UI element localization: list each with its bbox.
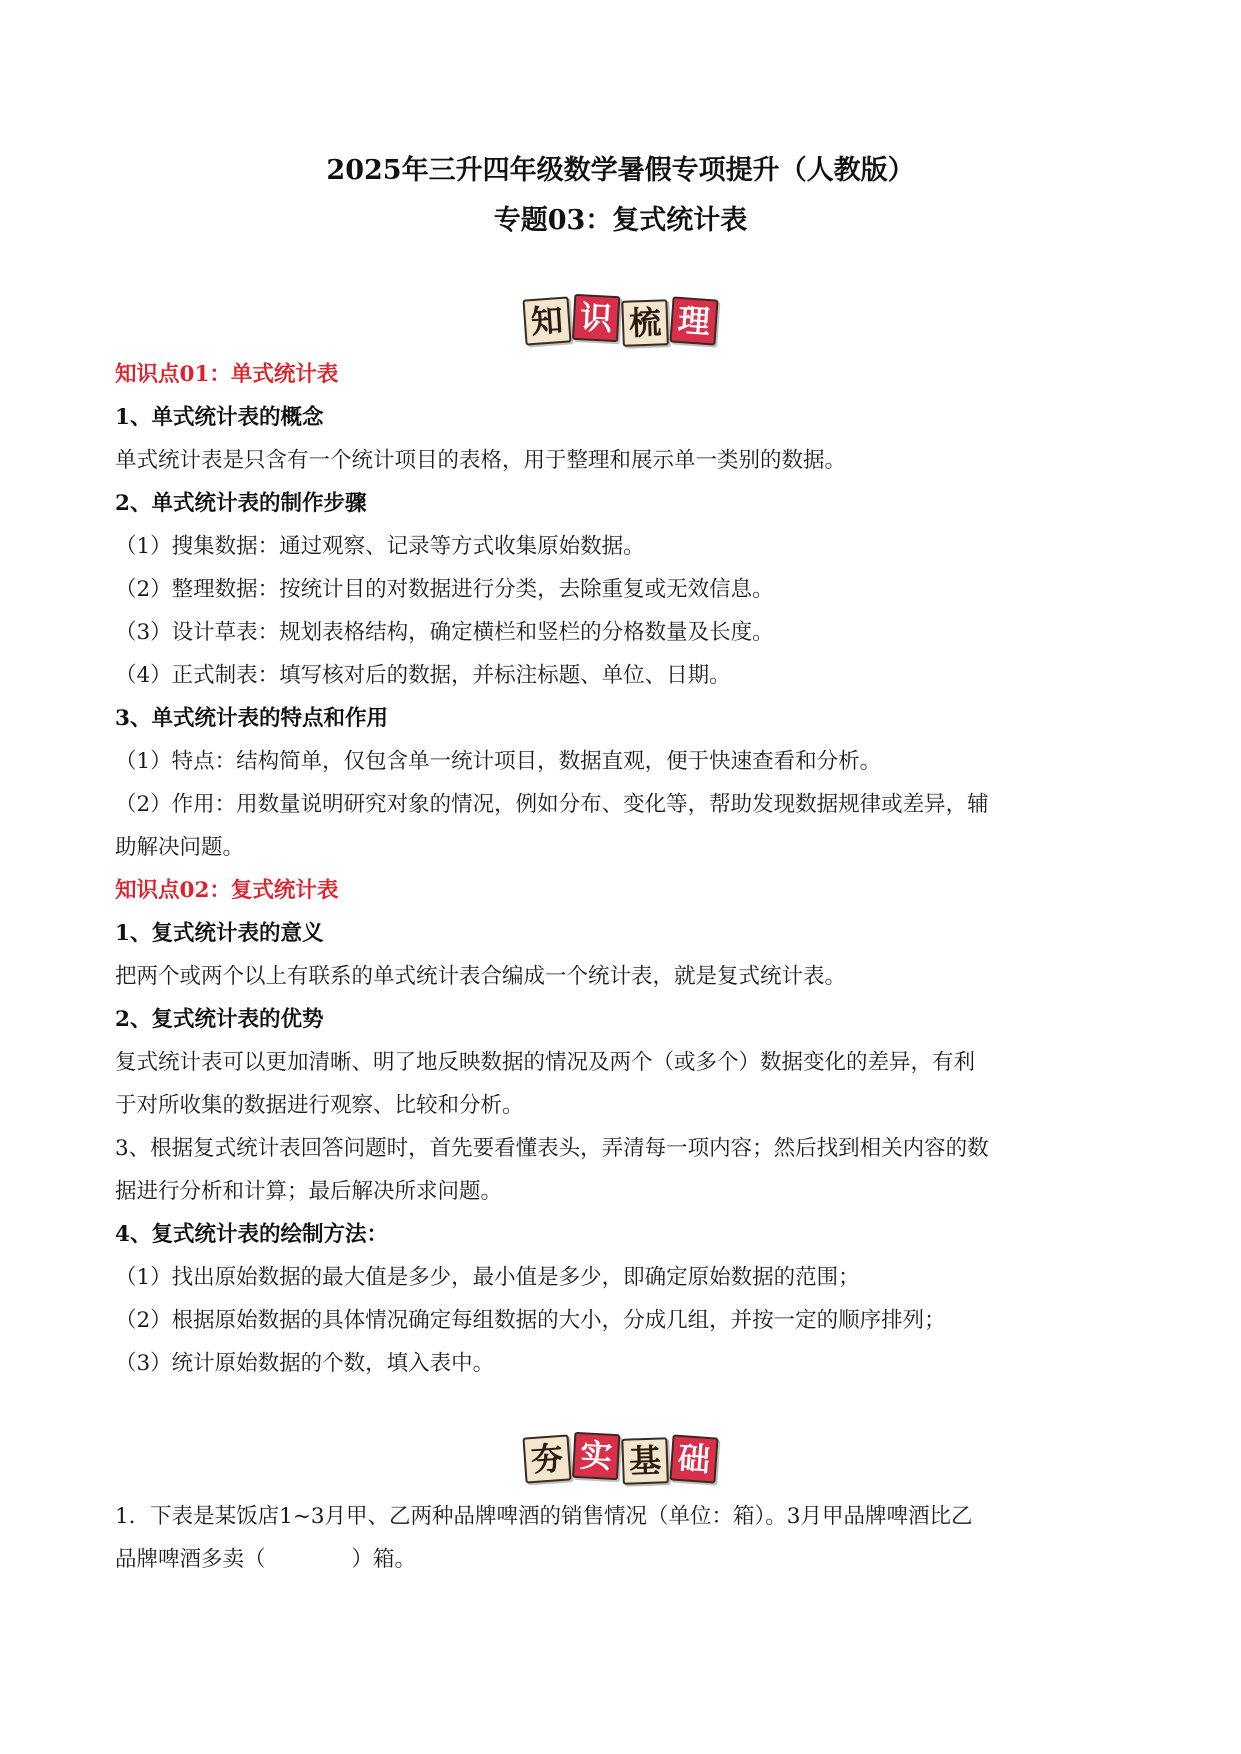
section-heading: 知识点01：单式统计表: [115, 362, 339, 387]
banner-tile: 础: [669, 1434, 718, 1483]
paragraph: 3、根据复式统计表回答问题时，首先要看懂表头，弄清每一项内容；然后找到相关内容的数: [115, 1136, 989, 1161]
subheading: 3、单式统计表的特点和作用: [115, 706, 388, 731]
subheading: 2、单式统计表的制作步骤: [115, 491, 367, 516]
step-item: （2）整理数据：按统计目的对数据进行分类，去除重复或无效信息。: [115, 577, 774, 602]
subheading: 1、复式统计表的意义: [115, 921, 324, 946]
banner-tile: 知: [522, 296, 571, 345]
banner-tile: 梳: [621, 299, 669, 347]
knowledge-review-banner: [0, 290, 1241, 352]
question-text: 1．下表是某饭店1~3月甲、乙两种品牌啤酒的销售情况（单位：箱）。3月甲品牌啤酒比乙: [115, 1504, 973, 1529]
banner-tile: 理: [669, 296, 718, 345]
banner-tile: 实: [572, 1432, 620, 1480]
knowledge-content: [115, 353, 1135, 1385]
paragraph: 把两个或两个以上有联系的单式统计表合编成一个统计表，就是复式统计表。: [115, 964, 847, 989]
step-item: （3）设计草表：规划表格结构，确定横栏和竖栏的分格数量及长度。: [115, 620, 774, 645]
paragraph: 据进行分析和计算；最后解决所求问题。: [115, 1179, 503, 1204]
banner-tile: 夯: [522, 1434, 571, 1483]
method-item: （2）根据原始数据的具体情况确定每组数据的大小，分成几组，并按一定的顺序排列；: [115, 1308, 946, 1333]
paragraph: 单式统计表是只含有一个统计项目的表格，用于整理和展示单一类别的数据。: [115, 448, 847, 473]
subheading: 4、复式统计表的绘制方法：: [115, 1222, 388, 1247]
exercise-content: [115, 1495, 1135, 1581]
document-title: 2025年三升四年级数学暑假专项提升（人教版）: [326, 155, 915, 186]
banner-tile: 识: [572, 294, 620, 342]
question-text: 品牌啤酒多卖（ ）箱。: [115, 1547, 417, 1572]
paragraph: 于对所收集的数据进行观察、比较和分析。: [115, 1093, 524, 1118]
feature-item: （2）作用：用数量说明研究对象的情况，例如分布、变化等，帮助发现数据规律或差异，辅: [115, 792, 989, 817]
section-heading: 知识点02：复式统计表: [115, 878, 339, 903]
document-subtitle: 专题03：复式统计表: [493, 205, 748, 236]
step-item: （1）搜集数据：通过观察、记录等方式收集原始数据。: [115, 534, 645, 559]
step-item: （4）正式制表：填写核对后的数据，并标注标题、单位、日期。: [115, 663, 731, 688]
feature-item: 助解决问题。: [115, 835, 245, 860]
paragraph: 复式统计表可以更加清晰、明了地反映数据的情况及两个（或多个）数据变化的差异，有利: [115, 1050, 976, 1075]
method-item: （1）找出原始数据的最大值是多少，最小值是多少，即确定原始数据的范围；: [115, 1265, 860, 1290]
banner-tile: 基: [621, 1437, 669, 1485]
foundation-banner: [0, 1428, 1241, 1490]
method-item: （3）统计原始数据的个数，填入表中。: [115, 1351, 495, 1376]
feature-item: （1）特点：结构简单，仅包含单一统计项目，数据直观，便于快速查看和分析。: [115, 749, 882, 774]
subheading: 1、单式统计表的概念: [115, 405, 324, 430]
subheading: 2、复式统计表的优势: [115, 1007, 324, 1032]
